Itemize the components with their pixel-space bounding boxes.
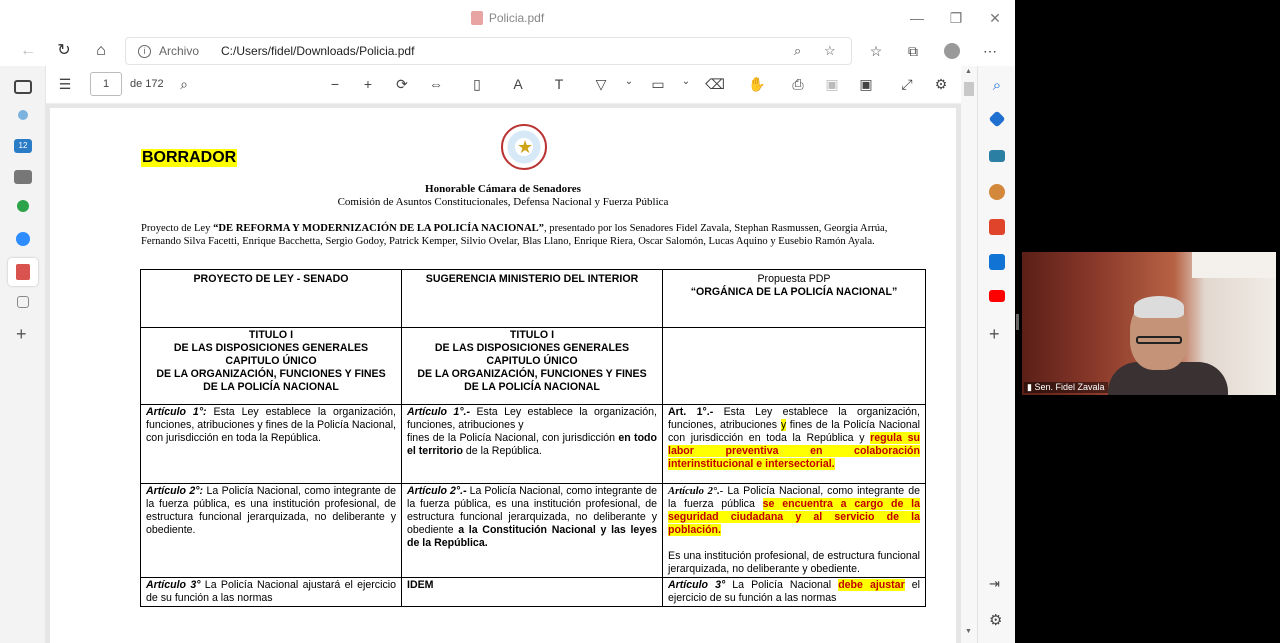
article-cell: Artículo 3° La Policía Nacional ajustará el ejercicio de su función a las normas: [141, 578, 402, 607]
pdf-tab-icon: [16, 264, 30, 280]
article-cell: Artículo 3° La Policía Nacional debe ajustar el ejercicio de su función a las normas: [663, 578, 926, 607]
back-arrow-icon[interactable]: ←: [20, 42, 36, 59]
participant-glasses-image: [1136, 336, 1182, 344]
erase-icon[interactable]: ⌫: [705, 76, 725, 92]
senate-seal-image: ★: [501, 124, 547, 170]
pdf-viewer-area[interactable]: [46, 104, 961, 643]
doc-header-title: Honorable Cámara de Senadores: [425, 183, 581, 195]
add-sidebar-plus-icon[interactable]: +: [989, 324, 1000, 344]
draft-stamp: BORRADOR: [142, 149, 237, 166]
profile-avatar-icon[interactable]: [942, 43, 962, 62]
draw-icon[interactable]: ▽: [595, 76, 607, 92]
zoom-tab-icon[interactable]: [16, 232, 30, 246]
comparison-table: [140, 269, 926, 607]
save-icon[interactable]: ▣: [825, 76, 839, 92]
vertical-tabs-sidebar: [0, 66, 46, 643]
fullscreen-icon[interactable]: ⤢: [901, 76, 913, 92]
info-icon[interactable]: i: [138, 45, 151, 58]
sidebar-exit-icon[interactable]: ⇥: [989, 576, 1000, 591]
edge-sidebar: [977, 66, 1015, 643]
outlook-icon[interactable]: [989, 254, 1005, 270]
air-conditioner-image: [1192, 252, 1276, 278]
article-cell: IDEM: [402, 578, 663, 607]
empty-cell: [663, 328, 926, 405]
title-bar: [0, 0, 1015, 36]
tab-favicon-icon[interactable]: [18, 110, 28, 120]
pdf-toolbar: [46, 66, 961, 104]
games-icon[interactable]: [989, 184, 1005, 200]
shopping-tag-icon[interactable]: [989, 111, 1006, 128]
table-row: [141, 484, 926, 578]
save-as-icon[interactable]: ▣: [859, 76, 873, 92]
doc-intro-paragraph: Proyecto de Ley “DE REFORMA Y MODERNIZACIÓN DE LA POLICÍA NACIONAL”, presentado por los Senadores Fidel Zavala, Stephan Rasmussen, Georgia Arrúa, Fernando Silva Facetti, Enrique Bacchetta, Sergio Godoy, Patrick Kemper, Silvio Ovelar, Blas Llano, Enrique Riera, Oscar Salomón, Lucas Aquino y Eusebio Ramón Ayala.: [141, 223, 888, 247]
office-icon[interactable]: [989, 219, 1005, 235]
print-icon[interactable]: ⎙: [792, 76, 804, 92]
add-text-icon[interactable]: T: [554, 76, 564, 92]
search-icon[interactable]: ⌕: [992, 77, 1002, 94]
fit-page-icon[interactable]: ⇔: [429, 76, 443, 92]
column-header: PROYECTO DE LEY - SENADO: [141, 270, 402, 328]
article-cell: Art. 1°.- Esta Ley establece la organización, funciones, atribuciones y fines de la Policía Nacional con jurisdicción en toda la República y regula su labor preventiva en colaboración interinstitucional e intersectorial.: [663, 405, 926, 484]
highlight-icon[interactable]: ▭: [651, 76, 665, 92]
address-bar: [0, 36, 1015, 66]
tab-favicon-icon[interactable]: [17, 296, 29, 308]
url-text[interactable]: C:/Users/fidel/Downloads/Policia.pdf: [221, 44, 415, 58]
rotate-icon[interactable]: ⟳: [396, 76, 408, 92]
participant-name-label: ▮ Sen. Fidel Zavala: [1024, 382, 1108, 393]
home-icon[interactable]: ⌂: [96, 42, 106, 59]
more-menu-icon[interactable]: ⋯: [983, 43, 997, 59]
refresh-icon[interactable]: ↻: [57, 42, 71, 59]
maximize-button[interactable]: ❐: [949, 10, 963, 26]
article-cell: Artículo 2°: La Policía Nacional, como integrante de la fuerza pública, es una institución profesional, de estructura funcional jerarquizada, no deliberante y obediente.: [141, 484, 402, 578]
chevron-down-icon[interactable]: ⌄: [681, 76, 691, 87]
zoom-in-icon[interactable]: +: [363, 76, 373, 92]
url-box[interactable]: [125, 37, 852, 65]
favorite-add-icon[interactable]: ☆: [824, 43, 836, 58]
article-cell: Artículo 1°.- Esta Ley establece la organización, funciones, atribuciones y fines de la Policía Nacional, con jurisdicción en todo el territorio de la República.: [402, 405, 663, 484]
tab-favicon-icon[interactable]: [14, 170, 32, 184]
find-icon[interactable]: ⌕: [180, 76, 188, 92]
signal-bars-icon: ▮: [1027, 382, 1035, 392]
tab-actions-icon[interactable]: [14, 80, 32, 94]
column-header: Propuesta PDP “ORGÁNICA DE LA POLICÍA NACIONAL”: [663, 270, 926, 328]
minimize-button[interactable]: —: [910, 10, 924, 26]
video-call-tile[interactable]: [1022, 252, 1276, 395]
page-view-icon[interactable]: ▯: [473, 76, 481, 92]
page-total-label: de 172: [130, 78, 164, 90]
active-tab-highlight[interactable]: [8, 258, 38, 286]
scroll-up-icon[interactable]: ▲: [965, 68, 972, 75]
zoom-out-icon[interactable]: −: [330, 76, 340, 92]
table-row: [141, 270, 926, 328]
article-cell: Artículo 2°.- La Policía Nacional, como integrante de la fuerza pública, es una institución profesional, de estructura funcional jerarquizada, no deliberante y obediente a la Constitución Nacional y las leyes de la República.: [402, 484, 663, 578]
youtube-icon[interactable]: [989, 290, 1005, 302]
table-row: [141, 578, 926, 607]
titulo-cell: TITULO I DE LAS DISPOSICIONES GENERALES CAPITULO ÚNICO DE LA ORGANIZACIÓN, FUNCIONES Y FINES DE LA POLICÍA NACIONAL: [402, 328, 663, 405]
read-aloud-icon[interactable]: A: [513, 76, 523, 92]
new-tab-plus-icon[interactable]: +: [16, 324, 27, 344]
url-scheme-label: Archivo: [159, 44, 200, 58]
settings-gear-icon[interactable]: ⚙: [934, 76, 948, 92]
touch-icon[interactable]: ✋: [748, 76, 766, 92]
calendar-tab-icon[interactable]: 12: [14, 139, 32, 153]
whatsapp-tab-icon[interactable]: [17, 200, 29, 212]
pdf-page: [50, 108, 956, 643]
article-cell: Artículo 1°: Esta Ley establece la organización, funciones, atribuciones y fines de la Policía Nacional, con jurisdicción en toda la República.: [141, 405, 402, 484]
doc-header-subtitle: Comisión de Asuntos Constitucionales, Defensa Nacional y Fuerza Pública: [337, 196, 669, 208]
article-cell: Artículo 2°.- La Policía Nacional, como integrante de la fuerza pública se encuentra a cargo de la seguridad ciudadana y al servicio de la población. Es una institución profesional, de estructura funcional jerarquizada, no deliberante y obediente.: [663, 484, 926, 578]
page-number-input[interactable]: 1: [90, 72, 122, 96]
titulo-cell: TITULO I DE LAS DISPOSICIONES GENERALES CAPITULO ÚNICO DE LA ORGANIZACIÓN, FUNCIONES Y FINES DE LA POLICÍA NACIONAL: [141, 328, 402, 405]
pdf-file-icon: [471, 11, 483, 25]
collections-icon[interactable]: ⧉: [908, 43, 918, 59]
sidebar-settings-gear-icon[interactable]: ⚙: [989, 612, 1003, 629]
table-row: [141, 405, 926, 484]
close-button[interactable]: ✕: [989, 10, 1001, 26]
contents-icon[interactable]: ☰: [58, 76, 72, 92]
scroll-down-icon[interactable]: ▼: [965, 628, 972, 635]
participant-hair-image: [1134, 296, 1184, 318]
tools-icon[interactable]: [989, 150, 1005, 162]
scrollbar-thumb[interactable]: [964, 82, 974, 96]
chevron-down-icon[interactable]: ⌄: [624, 76, 634, 87]
video-resize-handle[interactable]: [1016, 314, 1019, 330]
zoom-icon[interactable]: ⌕: [794, 43, 802, 58]
column-header: SUGERENCIA MINISTERIO DEL INTERIOR: [402, 270, 663, 328]
vertical-scrollbar[interactable]: [961, 66, 977, 643]
favorites-icon[interactable]: ☆: [869, 43, 883, 59]
window-title: Policia.pdf: [488, 11, 545, 25]
table-row: [141, 328, 926, 405]
